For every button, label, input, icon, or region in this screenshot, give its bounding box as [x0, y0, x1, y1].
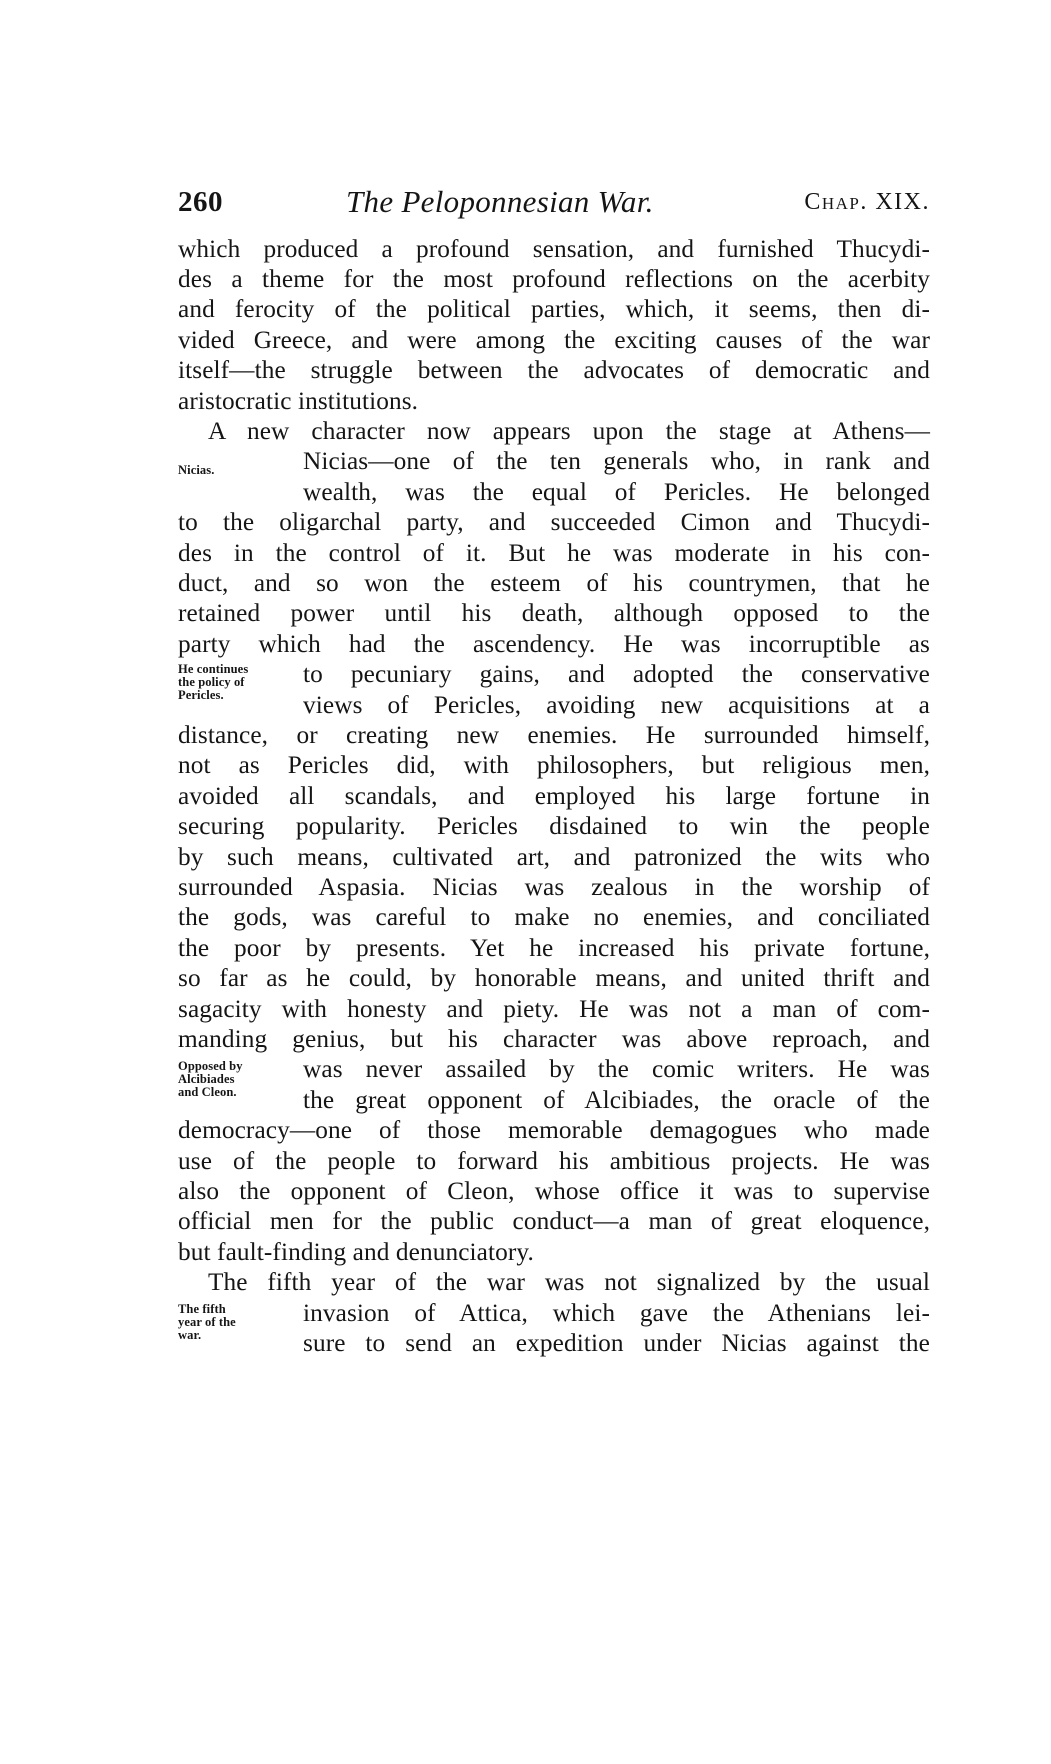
body-line: official men for the public conduct—a man of great eloquence,	[178, 1207, 930, 1235]
sidenote-line: war.	[178, 1328, 202, 1342]
body-line: des in the control of it. But he was moderate in his con-	[178, 539, 930, 567]
body-line: sagacity with honesty and piety. He was not a man of com-	[178, 995, 930, 1023]
body-line: itself—the struggle between the advocates of democratic and	[178, 356, 930, 384]
page-header	[178, 178, 936, 228]
sidenote-line: and Cleon.	[178, 1085, 237, 1099]
body-line: the gods, was careful to make no enemies, and conciliated	[178, 903, 930, 931]
body-line: democracy—one of those memorable demagogues who made	[178, 1116, 930, 1144]
body-line: des a theme for the most profound reflections on the acerbity	[178, 265, 930, 293]
running-title: The Peloponnesian War.	[346, 184, 654, 219]
sidenote-line: year of the	[178, 1315, 236, 1329]
body-line: and ferocity of the political parties, which, it seems, then di-	[178, 295, 930, 323]
sidenote-policy-of-pericles	[178, 663, 288, 702]
body-line: avoided all scandals, and employed his large fortune in	[178, 782, 930, 810]
body-line: The fifth year of the war was not signalized by the usual	[208, 1268, 930, 1296]
sidenote-line: The fifth	[178, 1302, 226, 1316]
body-line: retained power until his death, although opposed to the	[178, 599, 930, 627]
body-line: distance, or creating new enemies. He surrounded himself,	[178, 721, 930, 749]
chapter-number: XIX.	[875, 189, 930, 215]
body-line: views of Pericles, avoiding new acquisitions at a	[303, 691, 930, 719]
body-line: the poor by presents. Yet he increased his private fortune,	[178, 934, 930, 962]
page-number: 260	[178, 186, 223, 218]
body-line: the great opponent of Alcibiades, the oracle of the	[303, 1086, 930, 1114]
body-line: also the opponent of Cleon, whose office it was to supervise	[178, 1177, 930, 1205]
body-line: party which had the ascendency. He was incorruptible as	[178, 630, 930, 658]
body-line: invasion of Attica, which gave the Athenians lei-	[303, 1299, 930, 1327]
body-line: duct, and so won the esteem of his countrymen, that he	[178, 569, 930, 597]
body-line: wealth, was the equal of Pericles. He belonged	[303, 478, 930, 506]
body-line: to pecuniary gains, and adopted the conservative	[303, 660, 930, 688]
body-line: sure to send an expedition under Nicias against the	[303, 1329, 930, 1357]
sidenote-line: Nicias.	[178, 463, 215, 477]
sidenote-line: Opposed by	[178, 1059, 243, 1073]
body-line: use of the people to forward his ambitious projects. He was	[178, 1147, 930, 1175]
body-line: vided Greece, and were among the exciting causes of the war	[178, 326, 930, 354]
body-line: was never assailed by the comic writers. He was	[303, 1055, 930, 1083]
body-line: but fault-finding and denunciatory.	[178, 1238, 534, 1266]
body-line: by such means, cultivated art, and patronized the wits who	[178, 843, 930, 871]
body-line: not as Pericles did, with philosophers, but religious men,	[178, 751, 930, 779]
body-line: surrounded Aspasia. Nicias was zealous in the worship of	[178, 873, 930, 901]
sidenote-fifth-year	[178, 1303, 288, 1342]
body-line: manding genius, but his character was above reproach, and	[178, 1025, 930, 1053]
body-line: so far as he could, by honorable means, and united thrift and	[178, 964, 930, 992]
sidenote-line: the policy of	[178, 675, 245, 689]
body-line: securing popularity. Pericles disdained to win the people	[178, 812, 930, 840]
chapter-label	[804, 189, 930, 216]
sidenote-line: Pericles.	[178, 688, 224, 702]
body-line: which produced a profound sensation, and furnished Thucydi-	[178, 235, 930, 263]
body-line: A new character now appears upon the stage at Athens—	[208, 417, 930, 445]
sidenote-opposed-by	[178, 1060, 288, 1099]
sidenote-line: Alcibiades	[178, 1072, 235, 1086]
body-line: to the oligarchal party, and succeeded Cimon and Thucydi-	[178, 508, 930, 536]
body-line: Nicias—one of the ten generals who, in rank and	[303, 447, 930, 475]
chapter-word: Chap.	[804, 189, 868, 215]
body-line: aristocratic institutions.	[178, 387, 419, 415]
sidenote-nicias	[178, 464, 288, 477]
sidenote-line: He continues	[178, 662, 249, 676]
